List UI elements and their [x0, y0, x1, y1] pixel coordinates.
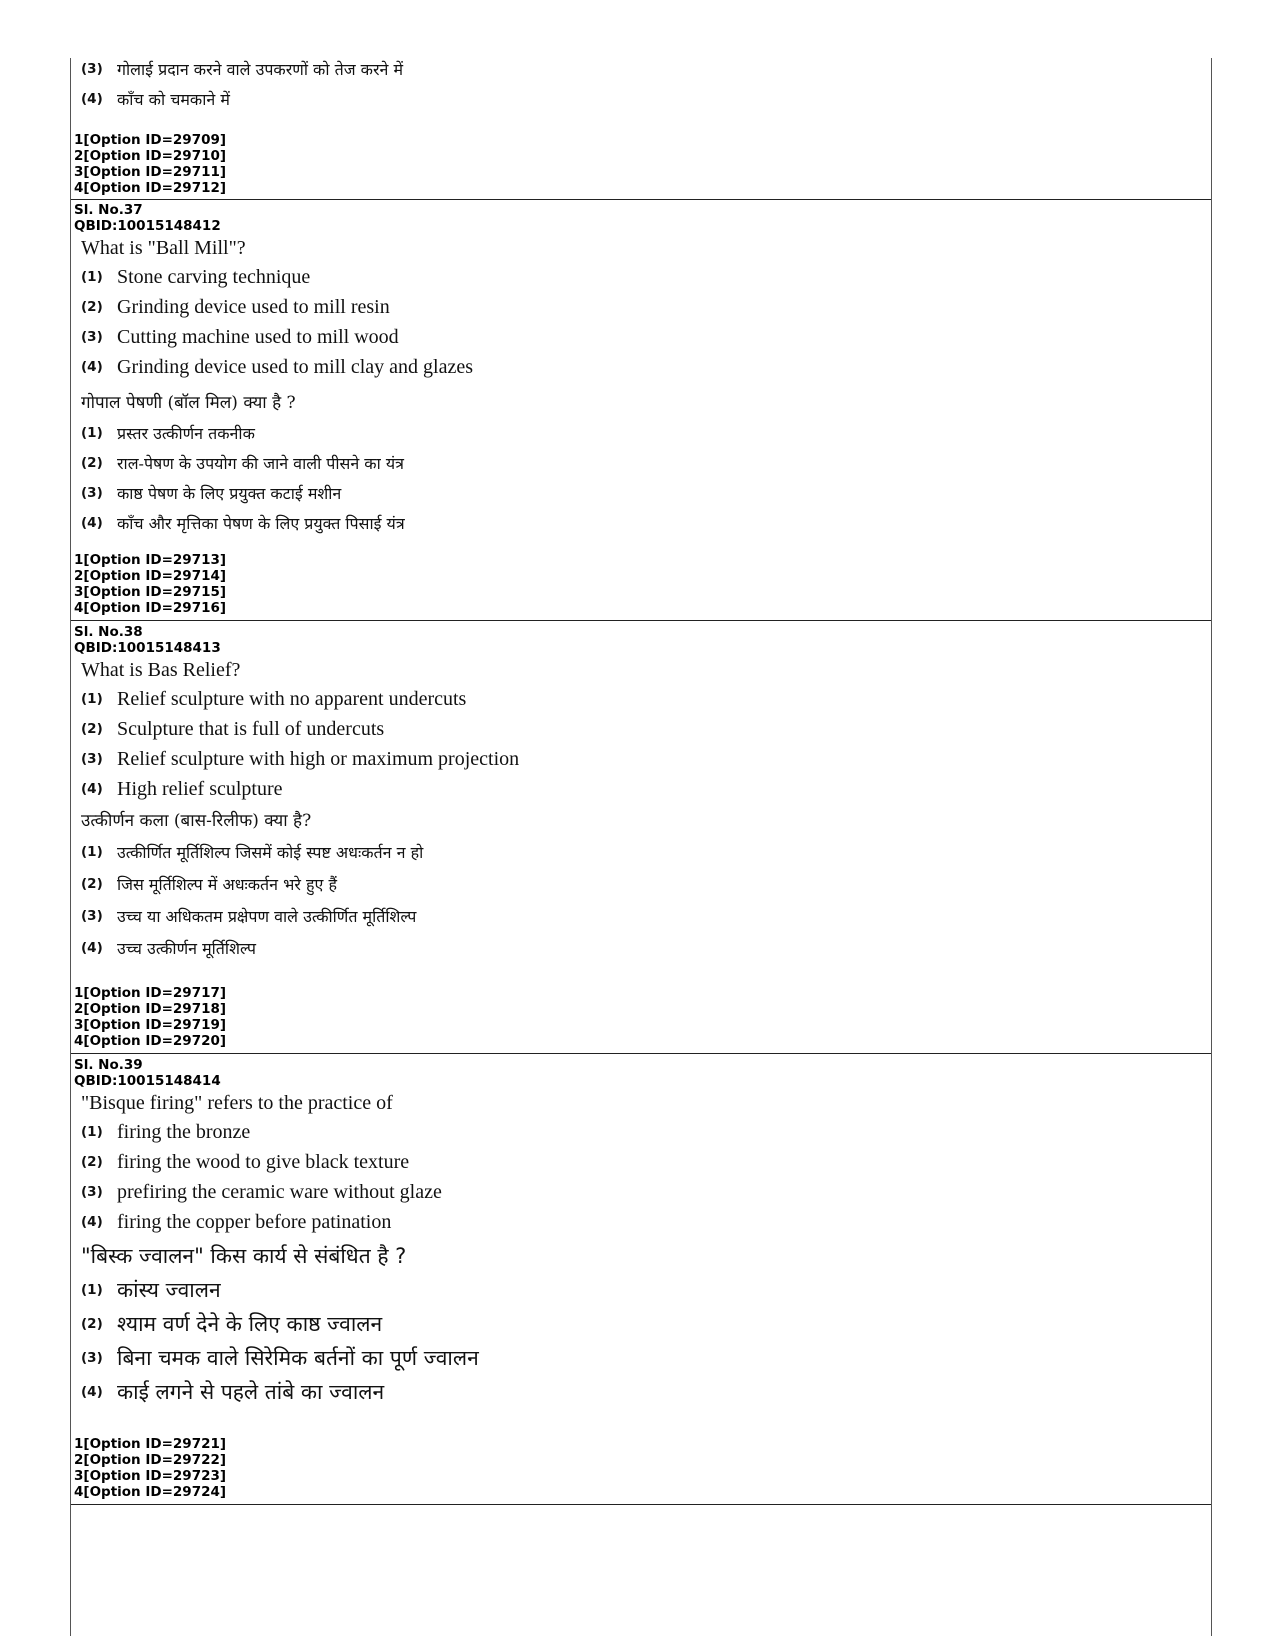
option-hi-2 — [71, 448, 1211, 478]
option-id: 3[Option ID=29723] — [74, 1468, 227, 1484]
option-number: (1) — [81, 844, 103, 860]
option-number: (4) — [81, 940, 103, 956]
option-text: firing the wood to give black texture — [117, 1150, 410, 1173]
question-text-en: What is Bas Relief? — [81, 659, 241, 681]
option-ids-38 — [71, 985, 226, 1049]
option-number: (3) — [81, 1350, 103, 1366]
option-id: 3[Option ID=29719] — [74, 1017, 227, 1033]
option-hi-3 — [71, 900, 1211, 932]
question-text-hi: गोपाल पेषणी (बॉल मिल) क्या है ? — [81, 393, 296, 413]
option-text: Sculpture that is full of undercuts — [117, 717, 385, 740]
option-id: 4[Option ID=29716] — [74, 600, 227, 616]
option-number: (2) — [81, 876, 103, 892]
option-en-4 — [71, 1207, 1211, 1237]
option-ids-37 — [71, 552, 226, 616]
option-en-2 — [71, 292, 1211, 322]
option-text: prefiring the ceramic ware without glaze — [117, 1180, 442, 1203]
qbid: QBID:10015148412 — [74, 218, 221, 234]
option-text: firing the copper before patination — [117, 1210, 392, 1233]
option-number: (1) — [81, 425, 103, 441]
option-text: Relief sculpture with no apparent undercuts — [117, 687, 467, 710]
question-36-fragment — [71, 58, 1211, 114]
option-id: 2[Option ID=29718] — [74, 1001, 227, 1017]
option-text: जिस मूर्तिशिल्प में अधःकर्तन भरे हुए हैं — [117, 875, 337, 894]
option-text: कांस्य ज्वालन — [117, 1278, 221, 1302]
option-hi-3 — [71, 54, 1211, 84]
option-text: उच्च या अधिकतम प्रक्षेपण वाले उत्कीर्णित मूर्तिशिल्प — [117, 907, 417, 926]
option-id: 2[Option ID=29714] — [74, 568, 227, 584]
option-id: 3[Option ID=29715] — [74, 584, 227, 600]
option-text: High relief sculpture — [117, 777, 283, 800]
option-ids-36 — [71, 132, 226, 196]
option-id: 2[Option ID=29722] — [74, 1452, 227, 1468]
option-en-1 — [71, 684, 1211, 714]
option-text: Grinding device used to mill resin — [117, 295, 390, 318]
option-text: राल-पेषण के उपयोग की जाने वाली पीसने का यंत्र — [117, 454, 404, 473]
option-hi-3 — [71, 1341, 1211, 1375]
option-hi-4 — [71, 84, 1211, 114]
option-number: (3) — [81, 485, 103, 501]
option-text: बिना चमक वाले सिरेमिक बर्तनों का पूर्ण ज्वालन — [117, 1346, 479, 1370]
option-hi-4 — [71, 932, 1211, 964]
question-38 — [71, 624, 1211, 964]
option-hi-1 — [71, 418, 1211, 448]
option-text: काष्ठ पेषण के लिए प्रयुक्त कटाई मशीन — [117, 484, 342, 503]
option-number: (3) — [81, 329, 103, 345]
option-number: (4) — [81, 515, 103, 531]
option-hi-4 — [71, 508, 1211, 538]
option-hi-2 — [71, 1307, 1211, 1341]
option-number: (1) — [81, 1124, 103, 1140]
option-number: (4) — [81, 781, 103, 797]
qbid: QBID:10015148413 — [74, 640, 221, 656]
option-number: (1) — [81, 1282, 103, 1298]
option-hi-4 — [71, 1375, 1211, 1409]
option-en-2 — [71, 1147, 1211, 1177]
option-en-3 — [71, 744, 1211, 774]
option-en-4 — [71, 774, 1211, 804]
option-number: (4) — [81, 359, 103, 375]
question-text-hi: उत्कीर्णन कला (बास-रिलीफ) क्या है? — [81, 811, 312, 831]
option-hi-1 — [71, 1273, 1211, 1307]
option-id: 3[Option ID=29711] — [74, 164, 227, 180]
option-number: (4) — [81, 1214, 103, 1230]
question-paper-frame — [70, 58, 1212, 1636]
option-text: श्याम वर्ण देने के लिए काष्ठ ज्वालन — [117, 1312, 383, 1336]
option-hi-3 — [71, 478, 1211, 508]
option-number: (2) — [81, 455, 103, 471]
option-en-4 — [71, 352, 1211, 382]
option-number: (1) — [81, 691, 103, 707]
option-id: 1[Option ID=29721] — [74, 1436, 227, 1452]
question-divider — [71, 1504, 1211, 1505]
option-number: (2) — [81, 299, 103, 315]
option-text: काई लगने से पहले तांबे का ज्वालन — [117, 1380, 385, 1404]
option-id: 2[Option ID=29710] — [74, 148, 227, 164]
serial-number: Sl. No.39 — [74, 1057, 143, 1073]
option-hi-1 — [71, 836, 1211, 868]
option-text: काँच और मृत्तिका पेषण के लिए प्रयुक्त पिसाई यंत्र — [117, 514, 405, 533]
option-id: 4[Option ID=29724] — [74, 1484, 227, 1500]
question-text-hi: "बिस्क ज्वालन" किस कार्य से संबंधित है ? — [81, 1244, 407, 1268]
option-hi-2 — [71, 868, 1211, 900]
option-id: 1[Option ID=29713] — [74, 552, 227, 568]
option-number: (2) — [81, 1154, 103, 1170]
qbid: QBID:10015148414 — [74, 1073, 221, 1089]
option-number: (1) — [81, 269, 103, 285]
option-id: 1[Option ID=29709] — [74, 132, 227, 148]
option-en-3 — [71, 322, 1211, 352]
serial-number: Sl. No.38 — [74, 624, 143, 640]
question-text-en: "Bisque firing" refers to the practice of — [81, 1092, 393, 1114]
option-en-1 — [71, 262, 1211, 292]
option-number: (4) — [81, 91, 103, 107]
option-text: Stone carving technique — [117, 265, 311, 288]
question-divider — [71, 620, 1211, 621]
option-text: Relief sculpture with high or maximum projection — [117, 747, 520, 770]
question-39 — [71, 1057, 1211, 1409]
option-en-2 — [71, 714, 1211, 744]
option-text: उच्च उत्कीर्णन मूर्तिशिल्प — [117, 939, 256, 958]
option-id: 4[Option ID=29720] — [74, 1033, 227, 1049]
option-text: firing the bronze — [117, 1120, 251, 1143]
option-text: प्रस्तर उत्कीर्णन तकनीक — [117, 424, 255, 443]
question-divider — [71, 199, 1211, 200]
option-number: (3) — [81, 61, 103, 77]
option-number: (2) — [81, 721, 103, 737]
question-divider — [71, 1053, 1211, 1054]
option-number: (3) — [81, 751, 103, 767]
option-text: गोलाई प्रदान करने वाले उपकरणों को तेज करने में — [117, 60, 404, 79]
option-en-1 — [71, 1117, 1211, 1147]
option-id: 1[Option ID=29717] — [74, 985, 227, 1001]
option-id: 4[Option ID=29712] — [74, 180, 227, 196]
question-37 — [71, 202, 1211, 538]
option-text: Grinding device used to mill clay and glazes — [117, 355, 474, 378]
option-text: काँच को चमकाने में — [117, 90, 230, 109]
option-number: (3) — [81, 1184, 103, 1200]
option-number: (2) — [81, 1316, 103, 1332]
option-number: (3) — [81, 908, 103, 924]
option-text: Cutting machine used to mill wood — [117, 325, 399, 348]
option-en-3 — [71, 1177, 1211, 1207]
option-number: (4) — [81, 1384, 103, 1400]
option-ids-39 — [71, 1436, 226, 1500]
option-text: उत्कीर्णित मूर्तिशिल्प जिसमें कोई स्पष्ट अधःकर्तन न हो — [117, 843, 424, 862]
question-text-en: What is "Ball Mill"? — [81, 237, 246, 259]
serial-number: Sl. No.37 — [74, 202, 143, 218]
